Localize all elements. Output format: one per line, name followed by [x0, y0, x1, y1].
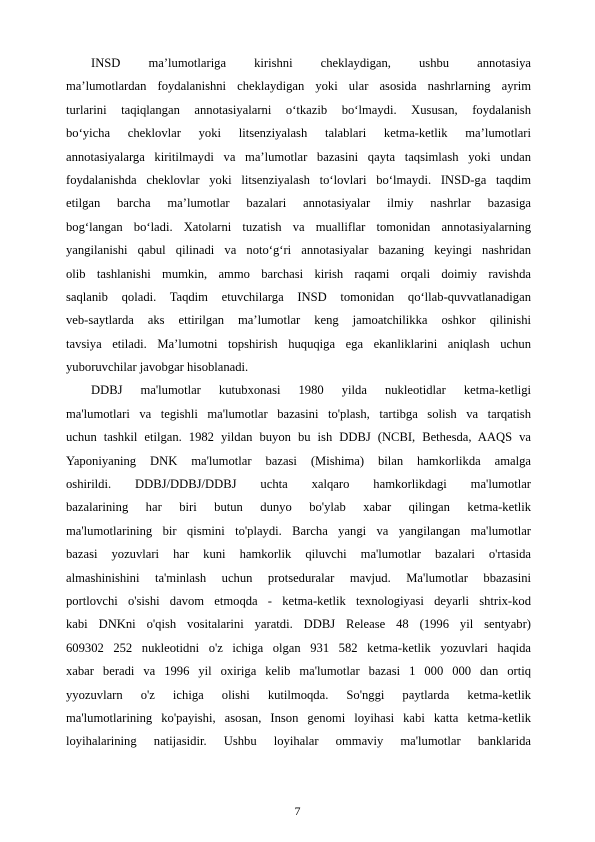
paragraph-line: bo‘yicha cheklovlar yoki litsenziyalash talablari ketma-ketlik ma’lumotlari [66, 126, 531, 141]
paragraph-line: uchun tashkil etilgan. 1982 yildan buyon bu ish DDBJ (NCBI, Bethesda, AAQS va [66, 430, 531, 445]
document-body [66, 52, 531, 754]
paragraph-line: ma'lumotlarining bir qismini to'playdi. Barcha yangi va yangilangan ma'lumotlar [66, 523, 531, 538]
paragraph-line: kabi DNKni o'qish vositalarini yaratdi. DDBJ Release 48 (1996 yil sentyabr) [66, 617, 531, 632]
paragraph-line: veb-saytlarda aks ettirilgan ma’lumotlar keng jamoatchilikka oshkor qilinishi [66, 313, 531, 328]
paragraph-line: annotasiyalarga kiritilmaydi va ma’lumotlar bazasini qayta taqsimlash yoki undan [66, 149, 531, 164]
paragraph-line: bazalarining har biri butun dunyo bo'ylab xabar qilingan ketma-ketlik [66, 500, 531, 515]
paragraph-line: portlovchi o'sishi davom etmoqda - ketma-ketlik texnologiyasi deyarli shtrix-kod [66, 593, 531, 608]
paragraph-line: almashinishini ta'minlash uchun protseduralar mavjud. Ma'lumotlar bbazasini [66, 570, 531, 585]
paragraph-line: turlarini taqiqlangan annotasiyalarni o‘tkazib bo‘lmaydi. Xususan, foydalanish [66, 102, 531, 117]
paragraph-line: bog‘langan bo‘ladi. Xatolarni tuzatish va mualliflar tomonidan annotasiyalarning [66, 219, 531, 234]
paragraph-line: xabar beradi va 1996 yil oxiriga kelib ma'lumotlar bazasi 1 000 000 dan ortiq [66, 664, 531, 679]
paragraph-line: 609302 252 nukleotidni o'z ichiga olgan 931 582 ketma-ketlik yozuvlari haqida [66, 640, 531, 655]
paragraph-line: INSD ma’lumotlariga kirishni cheklaydigan, ushbu annotasiya [91, 56, 531, 70]
paragraph-line: bazasi yozuvlari har kuni hamkorlik qiluvchi ma'lumotlar bazalari o'rtasida [66, 547, 531, 562]
paragraph-line: loyihalarining natijasidir. Ushbu loyihalar ommaviy ma'lumotlar banklarida [66, 734, 531, 749]
page-number: 7 [294, 804, 301, 818]
paragraph-line: foydalanishda cheklovlar yoki litsenziyalash to‘lovlari bo‘lmaydi. INSD-ga taqdim [66, 172, 531, 187]
paragraph-line: DDBJ ma'lumotlar kutubxonasi 1980 yilda nukleotidlar ketma-ketligi [91, 383, 531, 398]
paragraph-line: saqlanib qoladi. Taqdim etuvchilarga INSD tomonidan qo‘llab-quvvatlanadigan [66, 289, 531, 304]
paragraph-line: yangilanishi qabul qilinadi va noto‘g‘ri annotasiyalar bazaning keyingi nashridan [66, 243, 531, 258]
paragraph-line: oshirildi. DDBJ/DDBJ/DDBJ uchta xalqaro hamkorlikdagi ma'lumotlar [66, 477, 531, 492]
paragraph-line: tavsiya etiladi. Ma’lumotni topshirish huquqiga ega ekanliklarini aniqlash uchun [66, 336, 531, 351]
paragraph-line: olib tashlanishi mumkin, ammo barchasi kirish raqami orqali doimiy ravishda [66, 266, 531, 281]
paragraph-line: ma'lumotlarining ko'payishi, asosan, Inson genomi loyihasi kabi katta ketma-ketlik [66, 710, 531, 725]
paragraph-line: yuboruvchilar javobgar hisoblanadi. [66, 360, 249, 375]
paragraph-line: ma’lumotlardan foydalanishni cheklaydigan yoki ular asosida nashrlarning ayrim [66, 79, 531, 94]
paragraph-line: Yaponiyaning DNK ma'lumotlar bazasi (Mishima) bilan hamkorlikda amalga [66, 453, 531, 468]
paragraph-line: ma'lumotlari va tegishli ma'lumotlar bazasini to'plash, tartibga solish va tarqatish [66, 406, 531, 421]
paragraph-line: yyozuvlarn o'z ichiga olishi kutilmoqda. So'nggi paytlarda ketma-ketlik [66, 687, 531, 702]
paragraph-line: etilgan barcha ma’lumotlar bazalari annotasiyalar ilmiy nashrlar bazasiga [66, 196, 531, 211]
